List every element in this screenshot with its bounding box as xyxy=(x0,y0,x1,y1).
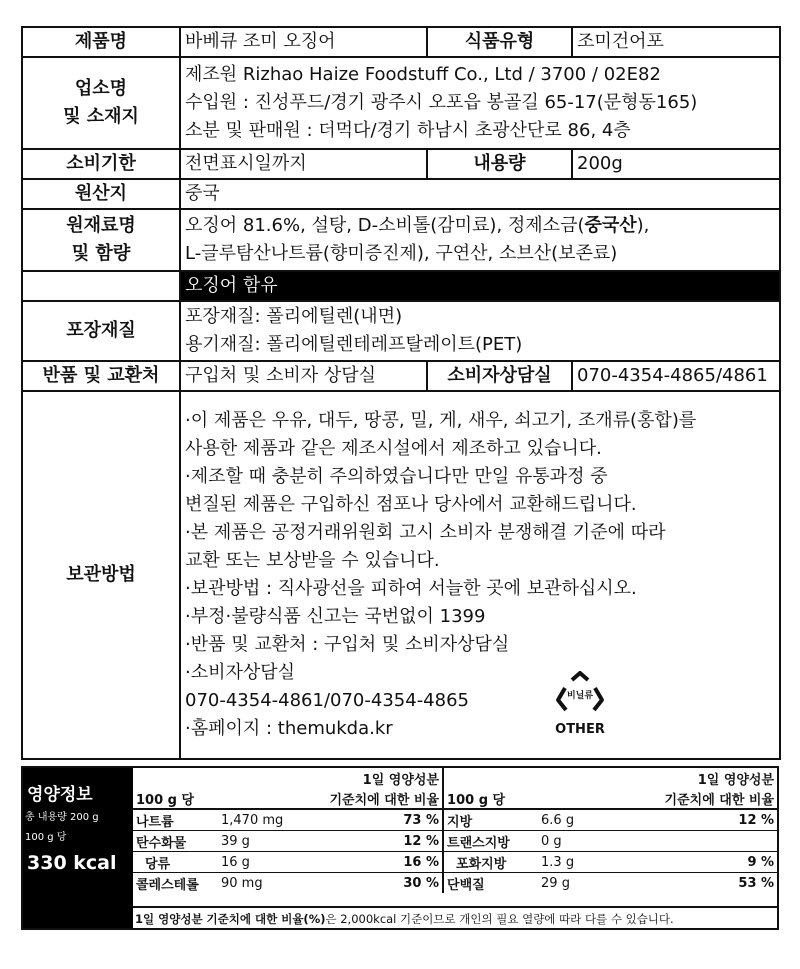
ingredients-line-1 xyxy=(185,212,775,240)
storage-line: ·소비자상담실 xyxy=(185,662,296,683)
ingredients-label-line-1: 원재료명 xyxy=(66,215,136,236)
footnote-text: 은 2,000kcal 기준이므로 개인의 필요 열량에 따라 다를 수 있습니다. xyxy=(325,912,674,926)
product-info-table xyxy=(21,26,781,760)
recycle-category: 비닐류 xyxy=(566,691,594,701)
recycle-mark xyxy=(550,670,610,745)
nutrient-amount: 90 mg xyxy=(218,873,313,894)
nutrient-name: 포화지방 xyxy=(443,852,538,873)
origin-highlight: 중국산 xyxy=(584,215,637,236)
storage-line: ·본 제품은 공정거래위원회 고시 소비자 분쟁해결 기준에 따라 xyxy=(185,522,666,543)
nutrition-row xyxy=(133,852,777,873)
storage-line: ·제조할 때 충분히 주의하였습니다만 만일 유통과정 중 xyxy=(185,466,608,487)
nutrient-amount: 29 g xyxy=(538,873,628,894)
food-type-label: 식품유형 xyxy=(427,27,572,57)
nutrition-row xyxy=(133,831,777,852)
nutrient-amount: 16 g xyxy=(218,852,313,873)
nutrient-amount: 1,470 mg xyxy=(221,812,284,828)
nutrient-name: 콜레스테롤 xyxy=(133,873,218,894)
per-header-left: 100 g 당 xyxy=(133,788,218,809)
nutrition-footnote xyxy=(133,906,777,928)
nutrient-name: 당류 xyxy=(133,852,218,873)
nutrition-row xyxy=(133,873,777,894)
storage-notes xyxy=(180,391,780,759)
product-name: 바베큐 조미 오징어 xyxy=(180,27,427,57)
nutrient-amount: 39 g xyxy=(218,831,313,852)
nutrient-name: 트랜스지방 xyxy=(443,831,538,852)
expiry-label: 소비기한 xyxy=(22,149,180,179)
storage-line: ·보관방법 : 직사광선을 피하여 서늘한 곳에 보관하십시오. xyxy=(185,578,637,599)
nutrient-name: 단백질 xyxy=(443,873,538,894)
total-amount: 총 내용량 200 g xyxy=(25,812,99,823)
return-label: 반품 및 교환처 xyxy=(22,361,180,391)
storage-line: ·이 제품은 우유, 대두, 땅콩, 밀, 게, 새우, 쇠고기, 조개류(홍합)를 xyxy=(185,410,697,431)
consult-phone: 070-4354-4865/4861 xyxy=(572,361,780,391)
dv-header-2-left: 기준치에 대한 비율 xyxy=(218,788,443,809)
company-label-line-2: 및 소재지 xyxy=(63,106,139,127)
per-header-right: 100 g 당 xyxy=(443,788,538,809)
consult-label: 소비자상담실 xyxy=(427,361,572,391)
packaging-value xyxy=(180,301,780,361)
food-type: 조미건어포 xyxy=(572,27,780,57)
company-label-line-1: 업소명 xyxy=(74,78,128,99)
nutrient-name: 지방 xyxy=(443,809,538,831)
storage-line: 사용한 제품과 같은 제조시설에서 제조하고 있습니다. xyxy=(185,438,602,459)
storage-line: ·반품 및 교환처 : 구입처 및 소비자상담실 xyxy=(185,634,510,655)
nutrient-pct: 9 % xyxy=(628,852,777,873)
storage-line: ·홈페이지 : themukda.kr xyxy=(185,718,393,739)
ingredients-value xyxy=(180,209,780,271)
nutrient-pct: 16 % xyxy=(313,852,443,873)
product-name-label: 제품명 xyxy=(22,27,180,57)
nutrient-amount: 1.3 g xyxy=(538,852,628,873)
nutrient-pct: 12 % xyxy=(313,831,443,852)
ingredients-line-2: L-글루탐산나트륨(향미증진제), 구연산, 소브산(보존료) xyxy=(185,243,618,264)
dv-header-1-left: 1일 영양성분 xyxy=(362,772,440,788)
storage-line: 변질된 제품은 구입하신 점포나 당사에서 교환해드립니다. xyxy=(185,494,637,515)
nutrition-table xyxy=(133,768,777,928)
nutrient-pct xyxy=(628,831,777,852)
packaging-line-2: 용기재질: 폴리에틸렌테레프탈레이트(PET) xyxy=(185,334,523,355)
ingredients-text-c: ), xyxy=(636,215,650,236)
origin-label: 원산지 xyxy=(22,179,180,209)
nutrition-panel xyxy=(21,766,779,930)
dv-header-2-right: 기준치에 대한 비율 xyxy=(538,788,777,809)
nutrient-amount: 6.6 g xyxy=(541,812,575,828)
ingredients-text-a: 오징어 81.6%, 설탕, D-소비톨(감미료), 정제소금( xyxy=(185,215,585,236)
nutrient-name: 나트륨 xyxy=(136,814,174,830)
origin-value: 중국 xyxy=(180,179,780,209)
storage-label: 보관방법 xyxy=(22,391,180,759)
footnote-bold: 1일 영양성분 기준치에 대한 비율(%) xyxy=(135,912,326,926)
calories: 330 kcal xyxy=(27,852,117,874)
importer: 수입원 : 진성푸드/경기 광주시 오포읍 봉골길 65-17(문형동165) xyxy=(185,92,698,113)
per-amount: 100 g 당 xyxy=(25,832,67,843)
nutrition-summary xyxy=(23,768,133,928)
packaging-label: 포장재질 xyxy=(22,301,180,361)
dv-header-1-right: 1일 영양성분 xyxy=(443,768,777,788)
ingredients-label-line-2: 및 함량 xyxy=(71,243,131,264)
allergen-notice: 오징어 함유 xyxy=(180,271,780,301)
seller: 소분 및 판매원 : 더먹다/경기 하남시 초광산단로 86, 4층 xyxy=(185,120,631,141)
storage-line: ·부정·불량식품 신고는 국번없이 1399 xyxy=(185,606,486,627)
company-info xyxy=(180,57,780,149)
nutrition-title: 영양정보 xyxy=(27,785,93,805)
nutrient-pct: 30 % xyxy=(313,873,443,894)
packaging-line-1: 포장재질: 폴리에틸렌(내면) xyxy=(185,306,403,327)
storage-line: 교환 또는 보상받을 수 있습니다. xyxy=(185,550,440,571)
nutrient-amount: 0 g xyxy=(538,831,628,852)
storage-line: 070-4354-4861/070-4354-4865 xyxy=(185,690,469,711)
nutrient-pct: 12 % xyxy=(738,812,775,828)
product-info-sheet xyxy=(21,26,779,760)
volume-label: 내용량 xyxy=(427,149,572,179)
volume-value: 200g xyxy=(572,149,780,179)
nutrient-pct: 73 % xyxy=(403,812,440,828)
ingredients-label xyxy=(22,209,180,271)
return-place: 구입처 및 소비자 상담실 xyxy=(180,361,427,391)
expiry-value: 전면표시일까지 xyxy=(180,149,427,179)
manufacturer: 제조원 Rizhao Haize Foodstuff Co., Ltd / 3700 / 02E82 xyxy=(185,64,661,85)
allergen-label-blank xyxy=(22,271,180,301)
nutrient-pct: 53 % xyxy=(628,873,777,894)
company-label xyxy=(22,57,180,149)
recycle-label: OTHER xyxy=(555,722,605,737)
nutrient-name: 탄수화물 xyxy=(133,831,218,852)
nutrition-row xyxy=(133,809,777,831)
